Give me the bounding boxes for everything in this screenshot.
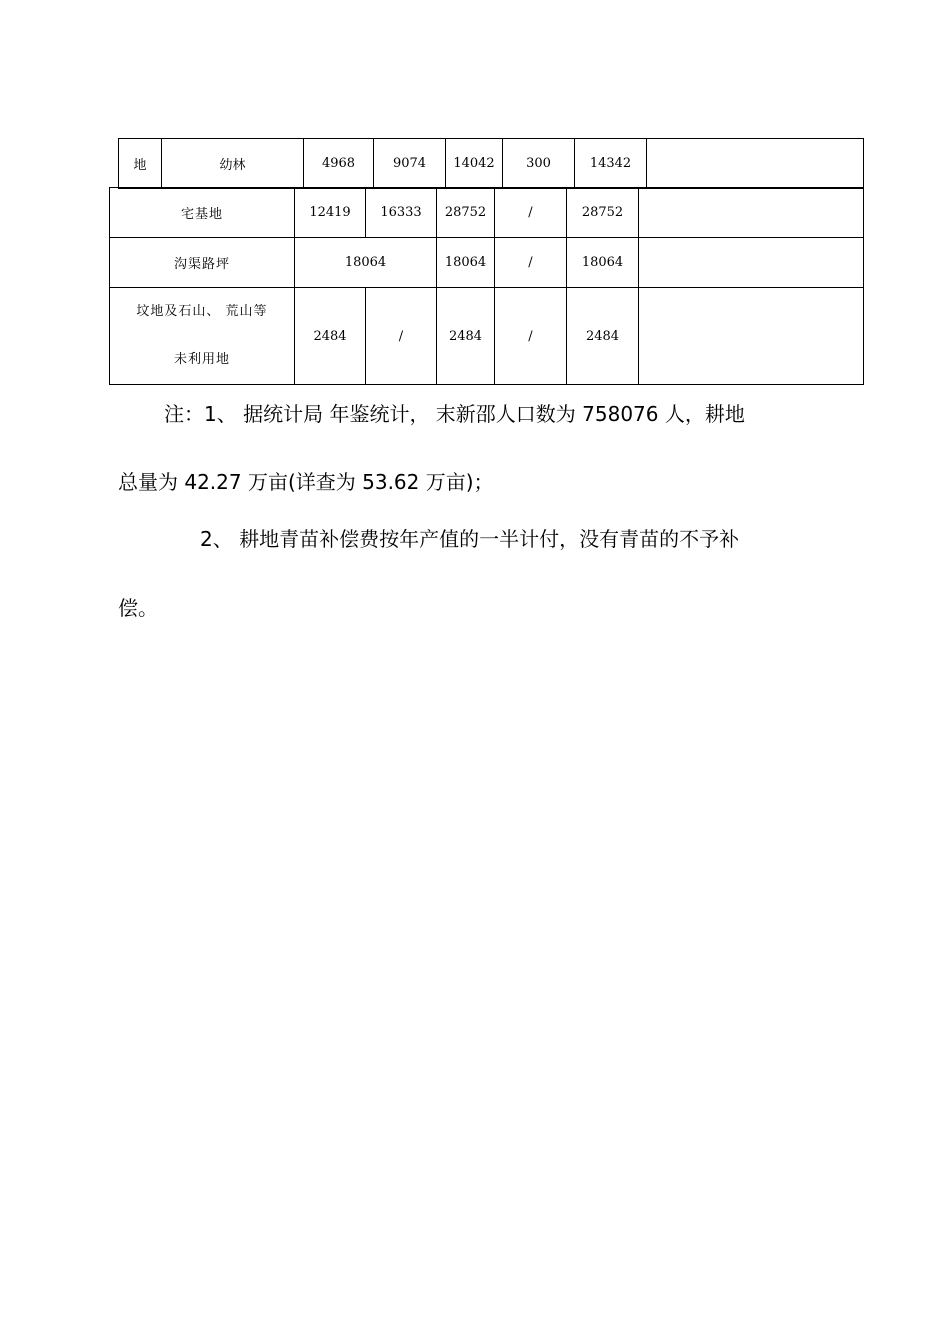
note-line-3: 2、 耕地青苗补偿费按年产值的一半计付，没有青苗的不予补 bbox=[200, 527, 740, 551]
value-cell: 18064 bbox=[437, 238, 495, 288]
value-cell: 2484 bbox=[567, 288, 639, 385]
row-label: 沟渠路坪 bbox=[110, 238, 295, 288]
value-cell: 28752 bbox=[437, 188, 495, 238]
value-cell bbox=[639, 188, 864, 238]
value-cell bbox=[639, 288, 864, 385]
table-row-youlin bbox=[118, 138, 864, 189]
table-row bbox=[110, 188, 864, 238]
value-cell: 2484 bbox=[295, 288, 366, 385]
row-label bbox=[110, 288, 295, 385]
category-cell: 地 bbox=[119, 139, 162, 189]
value-cell: 4968 bbox=[304, 139, 374, 189]
value-cell: 2484 bbox=[437, 288, 495, 385]
value-cell: 28752 bbox=[567, 188, 639, 238]
subcategory-cell: 幼林 bbox=[162, 139, 304, 189]
value-cell: 18064 bbox=[567, 238, 639, 288]
value-cell: 14342 bbox=[575, 139, 647, 189]
value-cell: 300 bbox=[503, 139, 575, 189]
row-label: 宅基地 bbox=[110, 188, 295, 238]
value-cell: / bbox=[495, 288, 567, 385]
row-label-line: 未利用地 bbox=[173, 352, 230, 367]
merged-value-cell: 18064 bbox=[295, 238, 437, 288]
value-cell: 12419 bbox=[295, 188, 366, 238]
value-cell: / bbox=[495, 238, 567, 288]
value-cell bbox=[647, 139, 864, 189]
value-cell: 16333 bbox=[366, 188, 437, 238]
value-cell bbox=[639, 238, 864, 288]
table-row bbox=[110, 288, 864, 385]
value-cell: / bbox=[366, 288, 437, 385]
value-cell: / bbox=[495, 188, 567, 238]
table-row bbox=[110, 238, 864, 288]
value-cell: 14042 bbox=[446, 139, 503, 189]
note-line-2: 总量为 42.27 万亩(详查为 53.62 万亩)； bbox=[118, 470, 494, 494]
note-line-4: 偿。 bbox=[118, 596, 158, 620]
row-label-line: 坟地及石山、 荒山等 bbox=[136, 304, 268, 319]
land-table bbox=[109, 187, 864, 385]
note-line-1: 注：1、 据统计局 年鉴统计， 末新邵人口数为 758076 人，耕地 bbox=[164, 402, 745, 426]
value-cell: 9074 bbox=[374, 139, 446, 189]
